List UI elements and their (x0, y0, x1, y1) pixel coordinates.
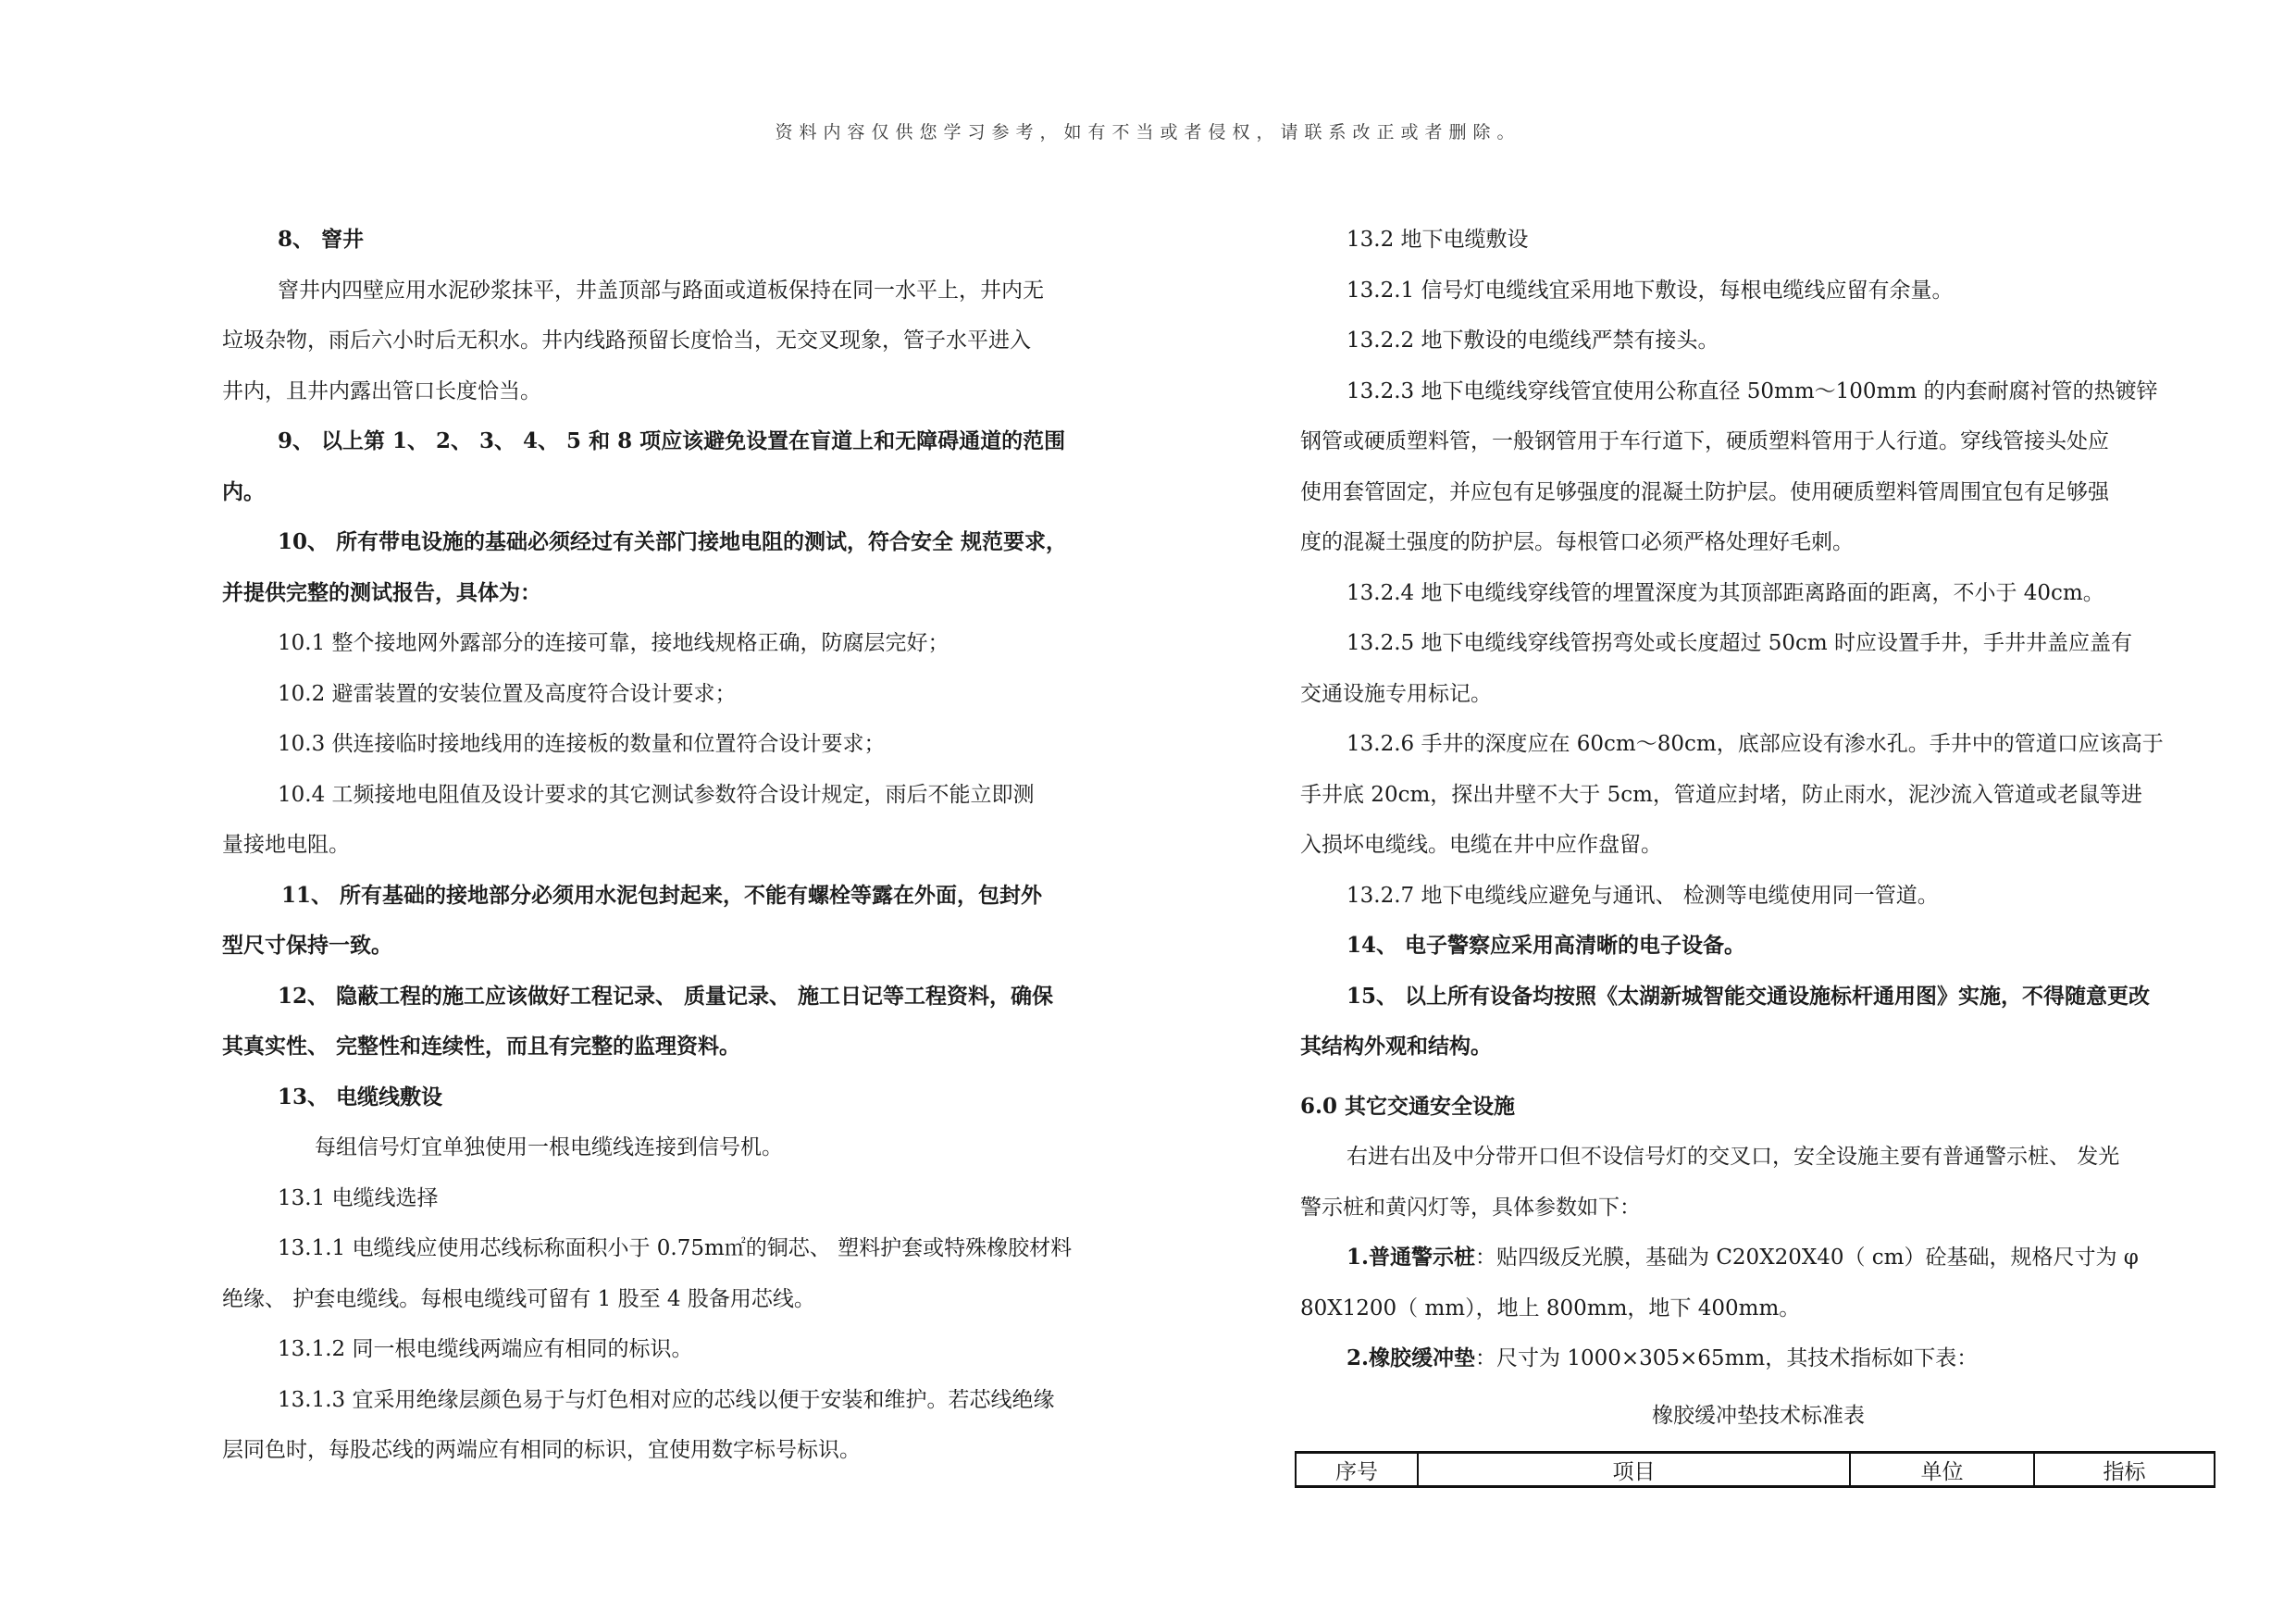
rubber-buffer-label: 2.橡胶缓冲垫 (1347, 1345, 1476, 1370)
item-10-2: 10.2 避雷装置的安装位置及高度符合设计要求； (278, 681, 737, 706)
item-13-1-3: 13.1.3 宜采用绝缘层颜色易于与灯色相对应的芯线以便于安装和维护。若芯线绝缘 (278, 1387, 1055, 1412)
paragraph-line: 并提供完整的测试报告，具体为： (222, 579, 541, 605)
paragraph-line: 入损坏电缆线。电缆在井中应作盘留。 (1300, 833, 1662, 857)
item-13-2-4: 13.2.4 地下电缆线穿线管的埋置深度为其顶部距离路面的距离，不小于 40cm。 (1347, 580, 2104, 605)
item-10-4: 10.4 工频接地电阻值及设计要求的其它测试参数符合设计规定，雨后不能立即测 (278, 782, 1035, 807)
item-13-2-7: 13.2.7 地下电缆线应避免与通讯、 检测等电缆使用同一管道。 (1347, 883, 1939, 908)
rubber-buffer-text: ：尺寸为 1000×305×65mm，其技术指标如下表： (1475, 1346, 1979, 1370)
table-header-cell: 指标 (2034, 1453, 2215, 1487)
right-column (1300, 215, 2216, 1384)
item-13-1: 13.1 电缆线选择 (278, 1185, 439, 1210)
table-header-cell: 项目 (1418, 1453, 1850, 1487)
paragraph-line: 井内，且井内露出管口长度恰当。 (222, 378, 541, 403)
paragraph-line: 钢管或硬质塑料管，一般钢管用于车行道下，硬质塑料管用于人行道。穿线管接头处应 (1300, 429, 2109, 453)
warning-post-text: ：贴四级反光膜，基础为 C20X20X40（ cm）砼基础，规格尺寸为 φ (1475, 1246, 2139, 1270)
item-13-2-3: 13.2.3 地下电缆线穿线管宜使用公称直径 50mm～100mm 的内套耐腐衬管的热镀锌 (1347, 378, 2158, 403)
item-13-2-6: 13.2.6 手井的深度应在 60cm～80cm，底部应设有渗水孔。手井中的管道口应该高于 (1347, 732, 2164, 756)
paragraph-line: 手井底 20cm，探出井壁不大于 5cm，管道应封堵，防止雨水，泥沙流入管道或老鼠等进 (1300, 782, 2142, 807)
paragraph-line: 层同色时，每股芯线的两端应有相同的标识，宜使用数字标号标识。 (222, 1438, 861, 1462)
item-15: 15、 以上所有设备均按照《太湖新城智能交通设施标杆通用图》实施，不得随意更改 (1347, 983, 2151, 1009)
table-caption: 橡胶缓冲垫技术标准表 (1652, 1404, 1865, 1428)
item-13-2-2: 13.2.2 地下敷设的电缆线严禁有接头。 (1347, 329, 1719, 353)
item-10: 10、 所有带电设施的基础必须经过有关部门接地电阻的测试，符合安全 规范要求， (278, 529, 1068, 554)
item-10-3: 10.3 供连接临时接地线用的连接板的数量和位置符合设计要求； (278, 732, 886, 756)
table-header-cell: 序号 (1296, 1453, 1418, 1487)
paragraph-line: 其结构外观和结构。 (1300, 1034, 1492, 1059)
paragraph-line: 使用套管固定，并应包有足够强度的混凝土防护层。使用硬质塑料管周围宜包有足够强 (1300, 479, 2109, 504)
table-header-cell: 单位 (1850, 1453, 2034, 1487)
section-heading-6-0: 6.0 其它交通安全设施 (1300, 1093, 1516, 1119)
paragraph-line: 量接地电阻。 (222, 833, 350, 857)
item-9: 9、 以上第 1、 2、 3、 4、 5 和 8 项应该避免设置在盲道上和无障碍通道的范围 (278, 428, 1066, 453)
paragraph-line: 交通设施专用标记。 (1300, 681, 1492, 706)
paragraph-line: 警示桩和黄闪灯等，具体参数如下： (1300, 1195, 1641, 1220)
watermark-text: 资料内容仅供您学习参考，如有不当或者侵权，请联系改正或者删除。 (775, 122, 1521, 143)
paragraph-line: 型尺寸保持一致。 (222, 933, 392, 958)
left-column (222, 215, 1129, 1476)
item-13-2-1: 13.2.1 信号灯电缆线宜采用地下敷设，每根电缆线应留有余量。 (1347, 278, 1954, 303)
paragraph-line: 80X1200（ mm），地上 800mm，地下 400mm。 (1300, 1295, 1801, 1320)
item-13-1-1: 13.1.1 电缆线应使用芯线标称面积小于 0.75m㎡的铜芯、 塑料护套或特殊橡胶材料 (278, 1236, 1073, 1260)
item-12: 12、 隐蔽工程的施工应该做好工程记录、 质量记录、 施工日记等工程资料，确保 (278, 983, 1054, 1009)
item-14: 14、 电子警察应采用高清晰的电子设备。 (1347, 933, 1746, 958)
paragraph-line: 其真实性、 完整性和连续性，而且有完整的监理资料。 (222, 1034, 741, 1059)
paragraph-line: 窨井内四壁应用水泥砂浆抹平，井盖顶部与路面或道板保持在同一水平上，井内无 (278, 278, 1044, 303)
spec-table (1295, 1451, 2215, 1488)
paragraph-line: 内。 (222, 478, 265, 504)
table-header-row (1296, 1453, 2215, 1487)
rubber-buffer-spec (1300, 1333, 2216, 1384)
warning-post-spec (1300, 1233, 2216, 1283)
paragraph-line: 绝缘、 护套电缆线。每根电缆线可留有 1 股至 4 股备用芯线。 (222, 1286, 815, 1311)
paragraph-line: 垃圾杂物，雨后六小时后无积水。井内线路预留长度恰当，无交叉现象，管子水平进入 (222, 329, 1031, 353)
paragraph-line: 度的混凝土强度的防护层。每根管口必须严格处理好毛刺。 (1300, 530, 1854, 554)
paragraph-line: 每组信号灯宜单独使用一根电缆线连接到信号机。 (315, 1135, 783, 1159)
item-13-2: 13.2 地下电缆敷设 (1347, 228, 1529, 252)
paragraph-line: 右进右出及中分带开口但不设信号灯的交叉口，安全设施主要有普通警示桩、 发光 (1347, 1145, 2120, 1169)
item-13-2-5: 13.2.5 地下电缆线穿线管拐弯处或长度超过 50cm 时应设置手井，手井井盖应盖有 (1347, 631, 2133, 655)
item-13-1-2: 13.1.2 同一根电缆线两端应有相同的标识。 (278, 1337, 693, 1361)
item-11: 11、 所有基础的接地部分必须用水泥包封起来，不能有螺栓等露在外面，包封外 (281, 882, 1043, 908)
item-13: 13、 电缆线敷设 (278, 1084, 443, 1110)
item-10-1: 10.1 整个接地网外露部分的连接可靠，接地线规格正确，防腐层完好； (278, 631, 949, 655)
heading-manhole: 8、 窨井 (278, 227, 365, 252)
warning-post-label: 1.普通警示桩 (1347, 1245, 1476, 1270)
